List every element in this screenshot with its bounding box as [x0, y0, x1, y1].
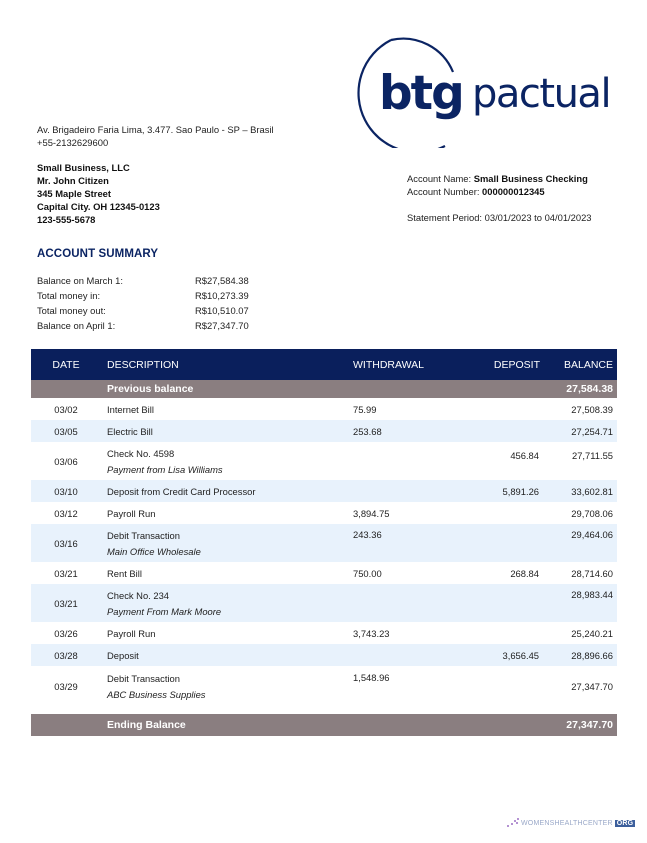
summary-value: R$27,347.70: [195, 320, 249, 331]
summary-row: [37, 288, 275, 303]
account-summary-title: ACCOUNT SUMMARY: [37, 248, 159, 260]
row-balance: 27,711.55: [571, 450, 613, 461]
bank-address-line: Av. Brigadeiro Faria Lima, 3.477. Sao Paulo - SP – Brasil: [37, 124, 274, 135]
header-balance: BALANCE: [563, 358, 613, 371]
account-name-value: Small Business Checking: [473, 173, 588, 184]
row-description: Electric Bill: [107, 425, 153, 437]
previous-balance-row: [31, 380, 617, 398]
table-row: [31, 480, 617, 502]
account-number-value: 000000012345: [482, 186, 545, 197]
summary-value: R$10,273.39: [195, 290, 249, 301]
client-city: Capital City. OH 12345-0123: [37, 201, 160, 212]
header-withdrawal: WITHDRAWAL: [353, 358, 424, 371]
watermark: [507, 818, 635, 828]
client-company: Small Business, LLC: [37, 162, 130, 173]
watermark-suffix: ORG: [616, 819, 634, 827]
row-date: 03/10: [54, 485, 78, 497]
row-description: Rent Bill: [107, 567, 142, 579]
account-name-label: Account Name:: [407, 173, 474, 184]
row-deposit: 268.84: [510, 567, 539, 579]
row-description: Debit Transaction: [107, 529, 180, 541]
row-date: 03/06: [54, 455, 78, 467]
watermark-text: WOMENSHEALTHCENTER: [521, 819, 613, 827]
table-row: [31, 644, 617, 666]
account-info: [407, 172, 592, 224]
row-description: Debit Transaction: [107, 672, 180, 684]
summary-row: [37, 273, 275, 288]
row-withdrawal: 3,743.23: [353, 627, 390, 639]
previous-balance-value: 27,584.38: [566, 383, 613, 395]
summary-value: R$27,584.38: [195, 275, 249, 286]
row-description: Check No. 234: [107, 589, 170, 601]
row-balance: 29,708.06: [571, 507, 613, 519]
ending-balance-label: Ending Balance: [107, 719, 186, 731]
row-description: Internet Bill: [107, 403, 154, 415]
ending-balance-value: 27,347.70: [566, 719, 613, 731]
row-deposit: [453, 666, 553, 706]
summary-label: Total money in:: [37, 290, 101, 301]
row-balance: 25,240.21: [571, 627, 613, 639]
summary-label: Balance on April 1:: [37, 320, 116, 331]
row-date: 03/12: [54, 507, 78, 519]
row-balance: 33,602.81: [571, 485, 613, 497]
row-deposit: [453, 524, 553, 562]
account-summary: [37, 273, 275, 333]
row-description: Deposit from Credit Card Processor: [107, 485, 256, 497]
table-row: [31, 420, 617, 442]
table-row: [31, 502, 617, 524]
row-date: 03/16: [54, 537, 78, 549]
row-balance: 28,896.66: [571, 649, 613, 661]
previous-balance-label: Previous balance: [107, 383, 194, 395]
account-number: [407, 185, 592, 198]
logo-light-text: pactual: [472, 71, 611, 117]
row-balance: 27,347.70: [571, 680, 613, 692]
row-date: 03/29: [54, 680, 78, 692]
table-row: [31, 584, 617, 622]
table-row: [31, 666, 617, 706]
summary-label: Balance on March 1:: [37, 275, 123, 286]
summary-value: R$10,510.07: [195, 305, 249, 316]
row-deposit: [453, 584, 553, 622]
summary-row: [37, 303, 275, 318]
client-street: 345 Maple Street: [37, 188, 111, 199]
ending-balance-row: [31, 714, 617, 736]
row-withdrawal: 750.00: [353, 567, 382, 579]
row-withdrawal: 75.99: [353, 403, 377, 415]
row-description: Payroll Run: [107, 507, 156, 519]
row-date: 03/26: [54, 627, 78, 639]
header-description: DESCRIPTION: [107, 358, 179, 371]
table-row: [31, 524, 617, 562]
table-row: [31, 622, 617, 644]
row-sub-description: ABC Business Supplies: [107, 688, 206, 700]
client-phone: 123-555-5678: [37, 214, 96, 225]
row-deposit: 3,656.45: [502, 649, 539, 661]
row-description: Deposit: [107, 649, 139, 661]
row-withdrawal: [353, 584, 453, 622]
row-sub-description: Payment From Mark Moore: [107, 605, 222, 617]
btg-pactual-logo: [353, 36, 613, 148]
row-withdrawal: 3,894.75: [353, 507, 390, 519]
account-name: [407, 172, 592, 185]
row-description: Check No. 4598: [107, 447, 175, 459]
row-date: 03/02: [54, 403, 78, 415]
statement-period: Statement Period: 03/01/2023 to 04/01/2023: [407, 212, 592, 223]
row-date: 03/21: [54, 567, 78, 579]
logo-bold-text: btg: [379, 66, 463, 121]
table-row: [31, 398, 617, 420]
row-withdrawal: 1,548.96: [353, 672, 390, 683]
row-sub-description: Payment from Lisa Williams: [107, 463, 223, 475]
row-withdrawal: [353, 442, 453, 480]
header-date: DATE: [52, 358, 80, 371]
bank-phone: +55-2132629600: [37, 137, 109, 148]
table-row: [31, 562, 617, 584]
table-row: [31, 442, 617, 480]
row-balance: 28,714.60: [571, 567, 613, 579]
watermark-dots-icon: [507, 818, 519, 828]
row-date: 03/21: [54, 597, 78, 609]
table-header: [31, 349, 617, 380]
client-address: [37, 161, 160, 226]
row-balance: 29,464.06: [571, 529, 613, 540]
row-withdrawal: 243.36: [353, 529, 382, 540]
row-balance: 28,983.44: [571, 589, 613, 600]
account-number-label: Account Number:: [407, 186, 483, 197]
row-deposit: 456.84: [510, 450, 539, 461]
row-sub-description: Main Office Wholesale: [107, 545, 201, 557]
row-date: 03/05: [54, 425, 78, 437]
row-balance: 27,254.71: [571, 425, 613, 437]
bank-address: [37, 123, 274, 149]
summary-row: [37, 318, 275, 333]
row-date: 03/28: [54, 649, 78, 661]
row-description: Payroll Run: [107, 627, 156, 639]
row-balance: 27,508.39: [571, 403, 613, 415]
row-withdrawal: 253.68: [353, 425, 382, 437]
transactions-table: [31, 349, 617, 736]
row-deposit: 5,891.26: [502, 485, 539, 497]
header-deposit: DEPOSIT: [493, 358, 540, 371]
summary-label: Total money out:: [37, 305, 106, 316]
client-name: Mr. John Citizen: [37, 175, 109, 186]
